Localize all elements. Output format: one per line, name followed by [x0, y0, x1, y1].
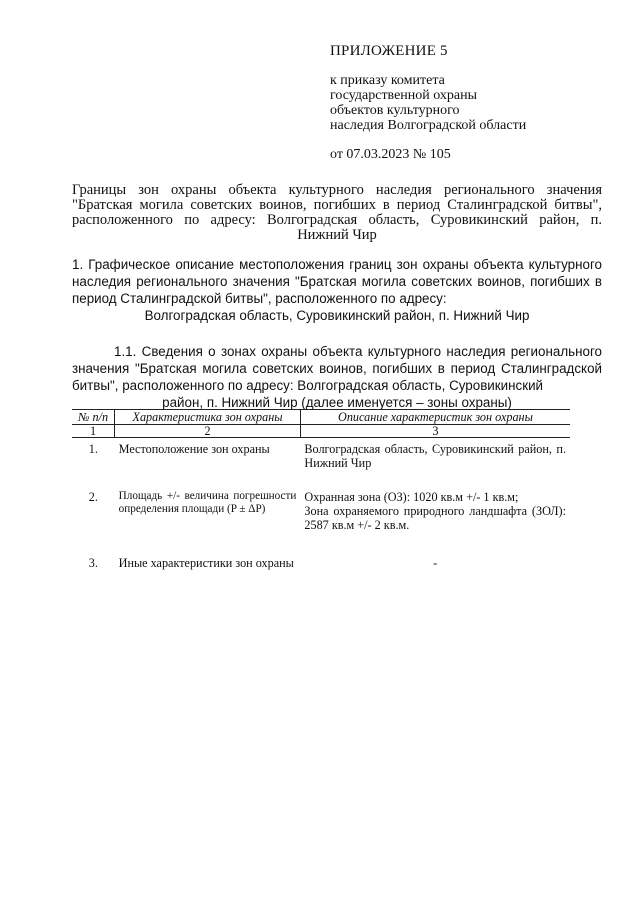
row-number: 3. — [88, 556, 98, 570]
section-1-1 — [72, 343, 602, 411]
appendix-header — [330, 44, 620, 162]
table-row — [72, 438, 570, 487]
column-number: 3 — [300, 425, 570, 438]
appendix-line: государственной охраны — [330, 88, 478, 103]
column-number: 2 — [115, 425, 301, 438]
appendix-line: объектов культурного — [330, 103, 460, 118]
table-header-row — [72, 410, 570, 425]
row-description: Волгоградская область, Суровикинский район, п. Нижний Чир — [304, 442, 566, 470]
section-1-1-text: 1.1. Сведения о зонах охраны объекта культурного наследия регионального значения "Братская могила советских воинов, погибших в период Сталинградской битвы", расположенного по адресу: Волгоградская область, Суровикинский — [72, 344, 602, 393]
header-characteristic: Характеристика зон охраны — [115, 410, 301, 425]
protected-zone-area: Охранная зона (ОЗ): 1020 кв.м +/- 1 кв.м; — [304, 490, 519, 504]
row-number: 1. — [88, 442, 98, 456]
section-1-1-last-line: район, п. Нижний Чир (далее именуется – зоны охраны) — [162, 395, 512, 410]
header-description: Описание характеристик зон охраны — [300, 410, 570, 425]
section-1-last-line: Волгоградская область, Суровикинский район, п. Нижний Чир — [144, 308, 530, 323]
order-date: от 07.03.2023 № 105 — [330, 147, 451, 162]
row-description: - — [433, 556, 438, 570]
table-row — [72, 552, 570, 570]
appendix-line: к приказу комитета — [330, 73, 445, 88]
landscape-zone-area: Зона охраняемого природного ландшафта (ЗОЛ): 2587 кв.м +/- 2 кв.м. — [304, 504, 566, 532]
column-number: 1 — [72, 425, 115, 438]
row-characteristic: Площадь +/- величина погрешности определения площади (P ± ΔP) — [118, 490, 297, 515]
section-1 — [72, 256, 602, 324]
appendix-line: наследия Волгоградской области — [330, 118, 527, 133]
column-number-row — [72, 425, 570, 438]
row-description — [300, 486, 570, 552]
document-title — [72, 183, 602, 243]
row-characteristic: Иные характеристики зон охраны — [118, 556, 294, 570]
row-characteristic: Местоположение зон охраны — [118, 442, 270, 456]
title-text: Границы зон охраны объекта культурного наследия регионального значения "Братская могила советских воинов, погибших в период Сталинградской битвы", расположенного по адресу: Волгоградская область, Суровикинский район, — [72, 182, 602, 228]
header-number: № п/п — [72, 410, 115, 425]
table-row — [72, 486, 570, 552]
row-number: 2. — [88, 490, 98, 504]
zones-table — [72, 409, 570, 570]
appendix-heading: ПРИЛОЖЕНИЕ 5 — [330, 43, 448, 59]
section-1-text: 1. Графическое описание местоположения границ зон охраны объекта культурного наследия регионального значения "Братская могила советских воинов, погибших в период Сталинградской битвы", расположенного по адресу: — [72, 257, 602, 306]
title-last-line: п. Нижний Чир — [297, 212, 603, 243]
